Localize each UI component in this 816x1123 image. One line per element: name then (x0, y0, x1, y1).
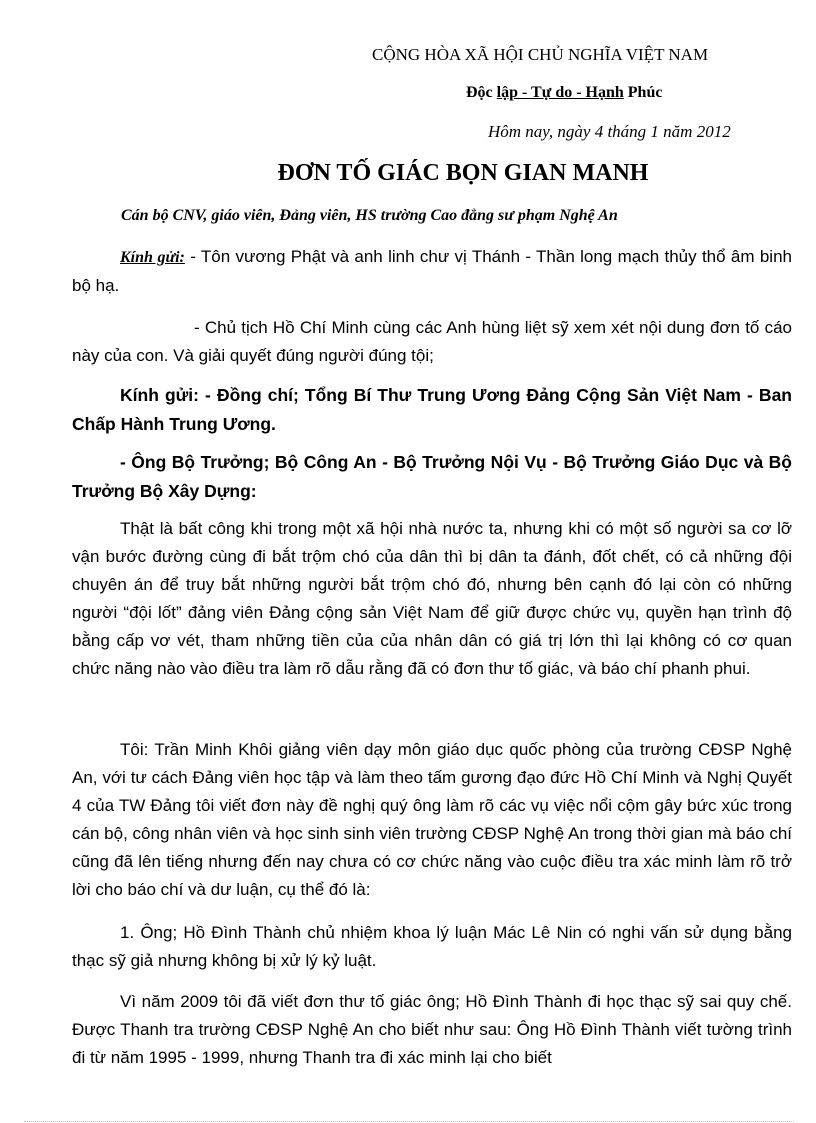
motto-suffix: Phúc (623, 84, 663, 101)
addressee-label: Kính gửi: (120, 249, 185, 266)
addressee-3: Kính gửi: - Đồng chí; Tổng Bí Thư Trung Ương Đảng Cộng Sản Việt Nam - Ban Chấp Hành Trung Ương. (72, 385, 792, 434)
document-title: ĐƠN TỐ GIÁC BỌN GIAN MANH (277, 160, 649, 186)
body-paragraph-2: Tôi: Trần Minh Khôi giảng viên dạy môn giáo dục quốc phòng của trường CĐSP Nghệ An, với tư cách Đảng viên học tập và làm theo tấm gương đạo đức Hồ Chí Minh và Nghị Quyết 4 của TW Đảng tôi viết đơn này đề nghị quý ông làm rõ các vụ việc nổi cộm gây bức xúc trong cán bộ, công nhân viên và học sinh sinh viên trường CĐSP Nghệ An trong thời gian mà báo chí cũng đã lên tiếng nhưng đến nay chưa có cơ chức năng vào cuộc điều tra xác minh làm rõ trở lời cho báo chí và dư luận, cụ thể đó là: (72, 740, 792, 899)
document-date: Hôm nay, ngày 4 tháng 1 năm 2012 (488, 122, 731, 141)
addressee-1-text: - Tôn vương Phật và anh linh chư vị Thánh - Thần long mạch thủy thổ âm binh bộ hạ. (72, 247, 792, 295)
motto-underlined: lập - Tự do - Hạnh (496, 84, 624, 101)
body-paragraph-4: Vì năm 2009 tôi đã viết đơn thư tố giác ông; Hồ Đình Thành đi học thạc sỹ sai quy chế. Được Thanh tra trường CĐSP Nghệ An cho biết như sau: Ông Hồ Đình Thành viết tường trình đi từ năm 1995 - 1999, nhưng Thanh tra đi xác minh lại cho biết (72, 992, 792, 1067)
addressee-1 (72, 243, 792, 300)
addressee-2: - Chủ tịch Hồ Chí Minh cùng các Anh hùng liệt sỹ xem xét nội dung đơn tố cáo này của con. Và giải quyết đúng người đúng tội; (72, 318, 792, 365)
document-subtitle: Cán bộ CNV, giáo viên, Đảng viên, HS trường Cao đẳng sư phạm Nghệ An (121, 207, 618, 224)
body-paragraph-1: Thật là bất công khi trong một xã hội nhà nước ta, nhưng khi có một số người sa cơ lỡ vận bước đường cùng đi bắt trộm chó của dân thì bị dân ta đánh, đốt chết, có cả những đội chuyên án để truy bắt những người bắt trộm chó đó, nhưng bên cạnh đó lại còn có những người “đội lốt” đảng viên Đảng cộng sản Việt Nam để giữ được chức vụ, quyền hạn trình độ bằng cấp vơ vét, tham những tiền của của nhân dân có giá trị lớn thì lại không có cơ quan chức năng nào vào điều tra làm rõ dẫu rằng đã có đơn thư tố giác, và báo chí phanh phui. (72, 519, 792, 678)
body-paragraph-3: 1. Ông; Hồ Đình Thành chủ nhiệm khoa lý luận Mác Lê Nin có nghi vấn sử dụng bằng thạc sỹ giả nhưng không bị xử lý kỷ luật. (72, 923, 792, 970)
addressee-4: - Ông Bộ Trưởng; Bộ Công An - Bộ Trưởng Nội Vụ - Bộ Trưởng Giáo Dục và Bộ Trưởng Bộ Xây Dựng: (72, 452, 792, 501)
nation-heading: CỘNG HÒA XÃ HỘI CHỦ NGHĨA VIỆT NAM (372, 45, 709, 64)
motto-prefix: Độc (466, 84, 497, 101)
national-motto (466, 84, 662, 102)
page-boundary-divider (24, 1121, 794, 1122)
